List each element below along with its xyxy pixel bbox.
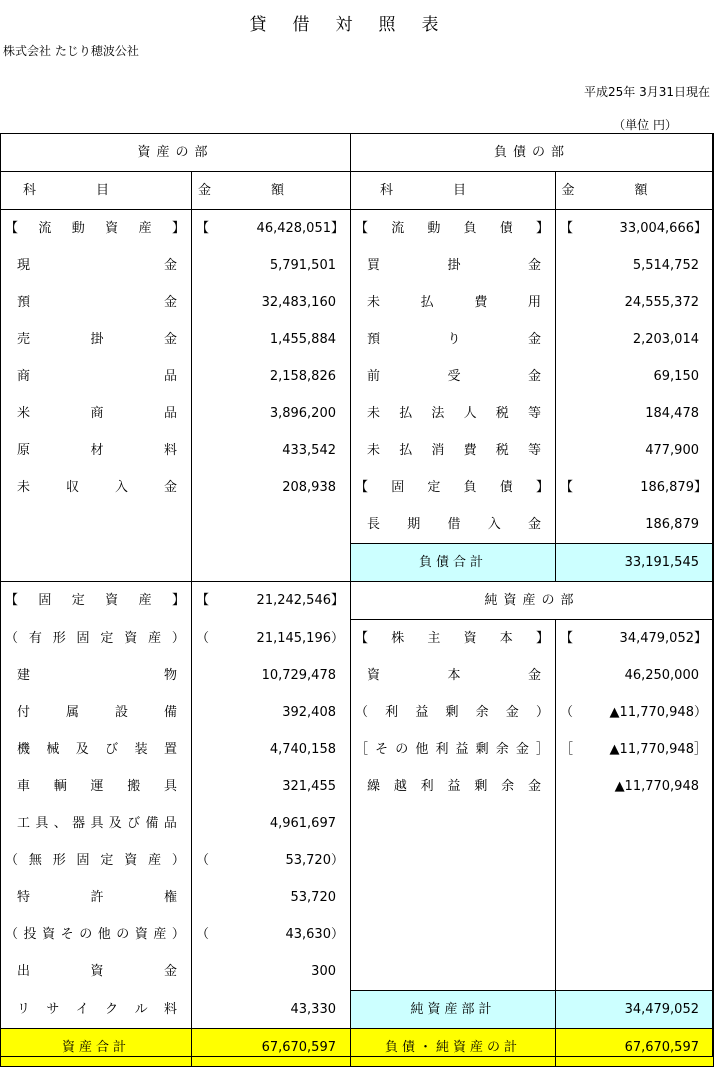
label-spread: 機 械 及 び 装 置 <box>17 742 177 757</box>
item-label <box>351 506 556 544</box>
table-row <box>1 544 714 582</box>
amount-value: ▲11,770,948 <box>614 779 699 794</box>
label-spread: （ 利 益 剰 余 金 ） <box>355 705 549 720</box>
amount-cell <box>192 395 351 432</box>
amount-value: 300 <box>311 964 336 980</box>
table-row <box>1 805 714 842</box>
item-label <box>351 731 556 768</box>
amount-value: 53,720 <box>285 853 331 868</box>
amount-cell: （ 43,630 ） <box>192 916 351 953</box>
amount-value: 67,670,597 <box>624 1040 699 1055</box>
table-row <box>1 953 714 991</box>
liabilities-section-title: 負債の部 <box>351 134 714 172</box>
item-label <box>1 210 192 248</box>
amount-cell <box>556 506 714 544</box>
table-row <box>1 210 714 248</box>
amount-cell <box>192 1029 351 1067</box>
amount-cell <box>556 321 714 358</box>
amount-value: 53,720 <box>290 890 336 905</box>
amount-cell <box>192 768 351 805</box>
label-spread: 未 収 入 金 <box>17 480 177 495</box>
item-label <box>1 916 192 953</box>
grand-total-row <box>1 1029 714 1067</box>
amount-value: 477,900 <box>645 443 699 458</box>
table-row <box>1 916 714 953</box>
amount-cell <box>192 991 351 1029</box>
balance-sheet-table <box>0 133 714 1067</box>
label-spread: 未 払 法 人 税 等 <box>367 406 541 421</box>
item-label <box>351 469 556 506</box>
amount-cell: （ 21,145,196 ） <box>192 620 351 658</box>
amount-value: 24,555,372 <box>624 295 699 310</box>
amount-value: 433,542 <box>282 443 336 458</box>
amount-cell <box>192 731 351 768</box>
subtotal-label: 純資産部計 <box>351 991 556 1029</box>
amount-cell <box>192 247 351 284</box>
amount-value: 2,203,014 <box>632 332 699 347</box>
label-spread: 【 固 定 資 産 】 <box>5 593 185 609</box>
amount-value: 4,740,158 <box>269 742 336 757</box>
label-spread: 預 り 金 <box>367 332 541 347</box>
amount-value: 392,408 <box>282 705 336 720</box>
table-row <box>1 247 714 284</box>
table-row <box>1 842 714 879</box>
item-label <box>1 506 192 544</box>
amount-cell <box>556 544 714 582</box>
label-spread: 買 掛 金 <box>367 258 541 273</box>
table-row <box>1 321 714 358</box>
amount-value: 5,791,501 <box>269 258 336 273</box>
table-row <box>1 694 714 731</box>
label-spread: 【 流 動 資 産 】 <box>5 221 185 236</box>
label-spread: （ 投 資 そ の 他 の 資 産 ） <box>5 927 185 942</box>
as-of-date: 平成25年 3月31日現在 <box>584 85 710 99</box>
amount-cell <box>556 768 714 805</box>
label-spread: （ 無 形 固 定 資 産 ） <box>5 853 185 868</box>
amount-value: 184,478 <box>645 406 699 421</box>
amount-cell: （ ▲11,770,948 ） <box>556 694 714 731</box>
amount-cell <box>192 284 351 321</box>
label-spread: 未 払 費 用 <box>367 295 541 310</box>
label-spread: 特 許 権 <box>17 890 177 905</box>
label-spread: 付 属 設 備 <box>17 705 177 720</box>
amount-value: 208,938 <box>282 480 336 495</box>
item-label <box>1 284 192 321</box>
amount-value: 34,479,052 <box>619 631 694 646</box>
table-row <box>1 284 714 321</box>
amount-cell <box>556 358 714 395</box>
item-label <box>1 879 192 916</box>
amount-value: 3,896,200 <box>269 406 336 421</box>
amount-value: 4,961,697 <box>269 816 336 831</box>
item-label <box>1 620 192 658</box>
label-spread: 長 期 借 入 金 <box>367 517 541 532</box>
table-row <box>1 506 714 544</box>
amount-cell <box>192 879 351 916</box>
label-spread: 【 固 定 負 債 】 <box>355 480 549 495</box>
label-spread: ［ そ の 他 利 益 剰 余 金 ］ <box>355 742 549 757</box>
amount-value: 5,514,752 <box>632 258 699 273</box>
amount-cell <box>192 694 351 731</box>
table-row <box>1 731 714 768</box>
amount-value: 10,729,478 <box>261 668 336 683</box>
amount-value: 67,670,597 <box>261 1040 336 1055</box>
item-label <box>351 210 556 248</box>
amount-value: 186,879 <box>645 517 699 532</box>
item-label <box>1 469 192 506</box>
amount-value: 33,191,545 <box>624 555 699 570</box>
amount-cell <box>192 321 351 358</box>
item-label <box>1 991 192 1029</box>
amount-cell <box>192 544 351 582</box>
item-label <box>1 657 192 694</box>
assets-section-title: 資産の部 <box>1 134 351 172</box>
amount-value: 43,330 <box>290 1001 336 1017</box>
amount-value: 69,150 <box>653 369 699 384</box>
table-row <box>1 620 714 658</box>
item-label <box>1 582 192 620</box>
amount-cell <box>556 657 714 694</box>
amount-cell <box>556 395 714 432</box>
amount-cell <box>192 469 351 506</box>
item-label <box>1 694 192 731</box>
amount-cell <box>192 358 351 395</box>
amount-cell <box>556 991 714 1029</box>
item-label <box>1 842 192 879</box>
amount-value: 46,250,000 <box>624 668 699 683</box>
table-row <box>1 879 714 916</box>
amount-cell <box>192 657 351 694</box>
item-label <box>351 620 556 658</box>
label-spread: 【 株 主 資 本 】 <box>355 631 549 646</box>
amount-value: 34,479,052 <box>624 1002 699 1017</box>
amount-value: 43,630 <box>285 927 331 942</box>
item-label <box>1 321 192 358</box>
item-label <box>1 395 192 432</box>
label-spread: 出 資 金 <box>17 964 177 980</box>
amount-cell: ［ ▲11,770,948 ］ <box>556 731 714 768</box>
label-spread: （ 有 形 固 定 資 産 ） <box>5 630 185 646</box>
amount-cell <box>556 432 714 469</box>
table-row <box>1 768 714 805</box>
item-label <box>351 694 556 731</box>
label-spread: 商 品 <box>17 369 177 384</box>
amount-cell: 【 46,428,051 】 <box>192 210 351 248</box>
label-spread: 繰 越 利 益 剰 余 金 <box>367 779 541 794</box>
unit-note: （単位 円） <box>613 118 677 132</box>
label-spread: 前 受 金 <box>367 369 541 384</box>
table-row <box>1 395 714 432</box>
item-label <box>351 284 556 321</box>
amount-cell: 【 21,242,546 】 <box>192 582 351 620</box>
amount-value: 32,483,160 <box>261 295 336 310</box>
item-label <box>351 432 556 469</box>
item-label <box>351 657 556 694</box>
label-spread: 車 輌 運 搬 具 <box>17 779 177 794</box>
amount-value: 321,455 <box>282 779 336 794</box>
amount-cell <box>192 506 351 544</box>
assets-total-label: 資産合計 <box>1 1029 192 1067</box>
section-header-row <box>1 134 714 172</box>
amount-cell: （ 53,720 ） <box>192 842 351 879</box>
amount-value: 46,428,051 <box>256 221 331 236</box>
amount-cell: 【 186,879 】 <box>556 469 714 506</box>
item-column-header: 科目 <box>1 172 192 210</box>
label-spread: 現 金 <box>17 258 177 273</box>
amount-value: 21,145,196 <box>256 630 331 646</box>
label-spread: 売 掛 金 <box>17 332 177 347</box>
label-spread: 資 本 金 <box>367 668 541 683</box>
amount-value: 186,879 <box>640 480 694 495</box>
table-row <box>1 469 714 506</box>
amount-cell <box>192 432 351 469</box>
item-column-header: 科目 <box>351 172 556 210</box>
amount-value: ▲11,770,948 <box>609 742 694 757</box>
net-assets-section-title: 純資産の部 <box>351 582 714 620</box>
item-label <box>351 321 556 358</box>
item-label <box>1 358 192 395</box>
amount-cell: 【 33,004,666 】 <box>556 210 714 248</box>
table-row <box>1 358 714 395</box>
item-label <box>1 953 192 991</box>
amount-value: 21,242,546 <box>256 593 331 609</box>
item-label <box>1 731 192 768</box>
amount-column-header: 金額 <box>556 172 714 210</box>
amount-value: ▲11,770,948 <box>609 705 694 720</box>
table-row <box>1 432 714 469</box>
amount-cell: 【 34,479,052 】 <box>556 620 714 658</box>
table-row <box>1 991 714 1029</box>
label-spread: 米 商 品 <box>17 406 177 421</box>
label-spread: 【 流 動 負 債 】 <box>355 221 549 236</box>
item-label <box>351 395 556 432</box>
amount-column-header: 金額 <box>192 172 351 210</box>
amount-cell <box>556 284 714 321</box>
document-title: 貸借対照表 <box>249 15 465 35</box>
company-name: 株式会社 たじり穂波公社 <box>3 44 139 58</box>
amount-value: 2,158,826 <box>269 369 336 384</box>
label-spread: 未 払 消 費 税 等 <box>367 443 541 458</box>
item-label <box>1 768 192 805</box>
label-spread: 工 具 、 器 具 及 び 備 品 <box>17 816 177 831</box>
amount-cell <box>556 1029 714 1067</box>
amount-value: 1,455,884 <box>269 332 336 347</box>
label-spread: リ サ イ ク ル 料 <box>17 1001 177 1017</box>
item-label <box>1 544 192 582</box>
item-label <box>1 247 192 284</box>
label-spread: 建 物 <box>17 668 177 683</box>
liabilities-net-assets-total-label: 負債・純資産の計 <box>351 1029 556 1067</box>
table-row <box>1 582 714 620</box>
item-label <box>351 358 556 395</box>
table-row <box>1 657 714 694</box>
subtotal-label: 負債合計 <box>351 544 556 582</box>
label-spread: 原 材 料 <box>17 443 177 458</box>
item-label <box>1 805 192 842</box>
label-spread: 預 金 <box>17 295 177 310</box>
amount-cell <box>556 247 714 284</box>
amount-cell <box>192 805 351 842</box>
item-label <box>351 768 556 805</box>
item-label <box>351 247 556 284</box>
column-header-row <box>1 172 714 210</box>
item-label <box>1 432 192 469</box>
amount-value: 33,004,666 <box>619 221 694 236</box>
amount-cell <box>192 953 351 991</box>
